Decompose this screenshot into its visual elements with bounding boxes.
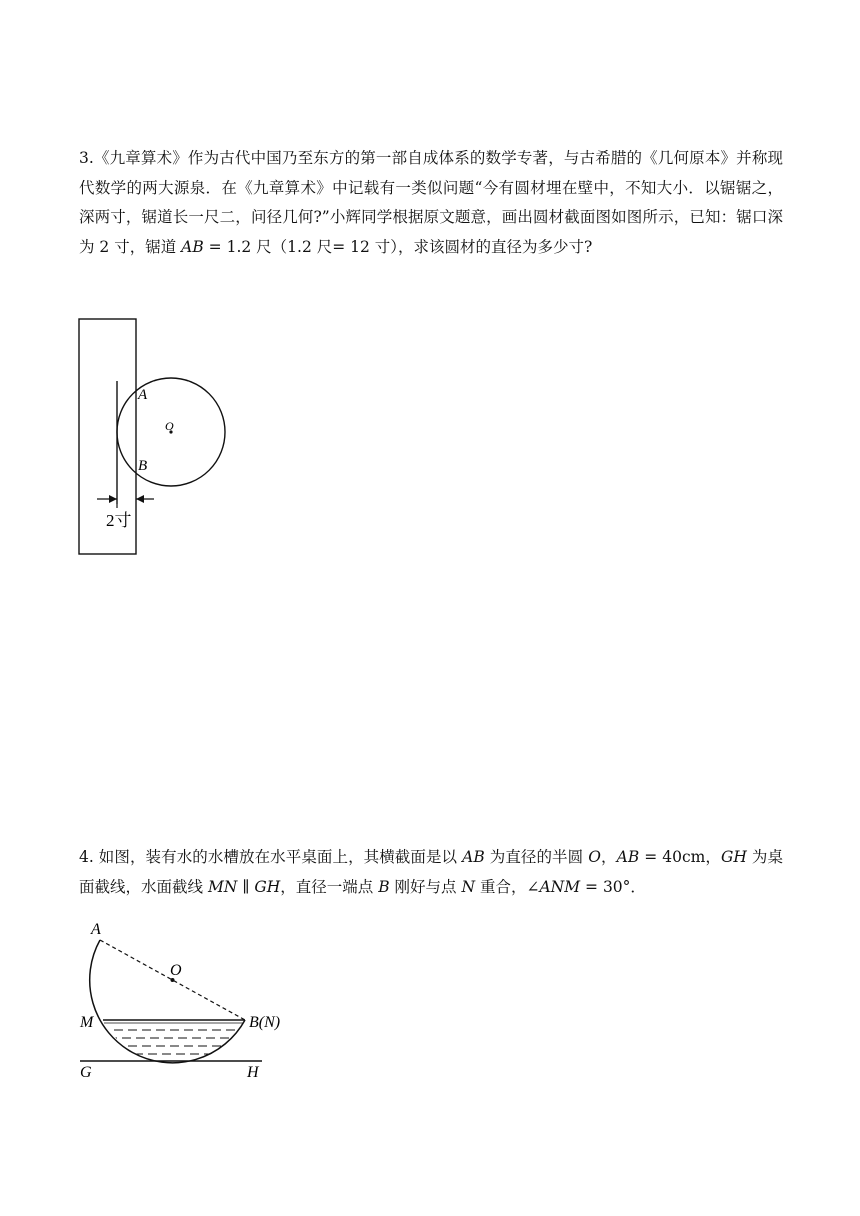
problem-4-text-part: 为直径的半圆: [484, 848, 589, 866]
problem-3-text-part: 3.《九章算术》作为古代中国乃至东方的第一部自成体系的数学专著，与古希腊的《几何原本》并称现代数学的两大源泉．在《九章算术》中记载有一类似问题“今有圆材埋在壁中，不知大小．以锯锯之，深两寸，锯道长一尺二，问径几何?”小辉同学根据原文题意，画出圆材截面图如图所示，已知：锯口深为 2 寸，锯道: [79, 149, 783, 256]
math-gh: GH: [720, 848, 747, 866]
math-o: O: [588, 848, 601, 866]
math-ab: AB: [462, 848, 485, 866]
problem-3-text-part: = 1.2 尺（1.2 尺= 12 寸），求该圆材的直径为多少寸?: [203, 237, 593, 256]
label-o: O: [165, 419, 174, 433]
problem-4-text-part: ，: [600, 848, 617, 866]
label-a: A: [138, 387, 148, 403]
label-o: O: [170, 962, 182, 979]
semicircle-arc: [90, 940, 245, 1063]
math-n: N: [461, 877, 476, 896]
label-h: H: [247, 1064, 259, 1081]
math-gh: GH: [254, 877, 281, 896]
label-a: A: [91, 921, 101, 938]
problem-4-text-part: 4. 如图，装有水的水槽放在水平桌面上，其横截面是以: [79, 848, 463, 866]
math-angle: ∠ANM: [526, 877, 581, 896]
label-g: G: [80, 1064, 92, 1081]
label-b: B: [138, 458, 148, 474]
problem-4-text-part: ，直径一端点: [280, 877, 379, 896]
math-mn: MN: [207, 877, 238, 896]
label-m: M: [80, 1014, 94, 1031]
problem-4-text-part: 刚好与点: [389, 877, 462, 896]
math-ab: AB: [181, 237, 204, 256]
math-b: B: [378, 877, 390, 896]
problem-4-text-part: = 30°．: [580, 877, 646, 896]
problem-4-text-part: 重合，: [475, 877, 527, 896]
label-bn: B(N): [249, 1014, 281, 1031]
math-ab: AB: [616, 848, 640, 866]
depth-label: 2寸: [106, 511, 132, 530]
problem-4-text-part: = 40cm，: [639, 848, 721, 866]
problem-4-text-part: ∥: [237, 877, 255, 896]
problem-4-text-part: 为桌面截线，水面截线: [79, 848, 783, 896]
